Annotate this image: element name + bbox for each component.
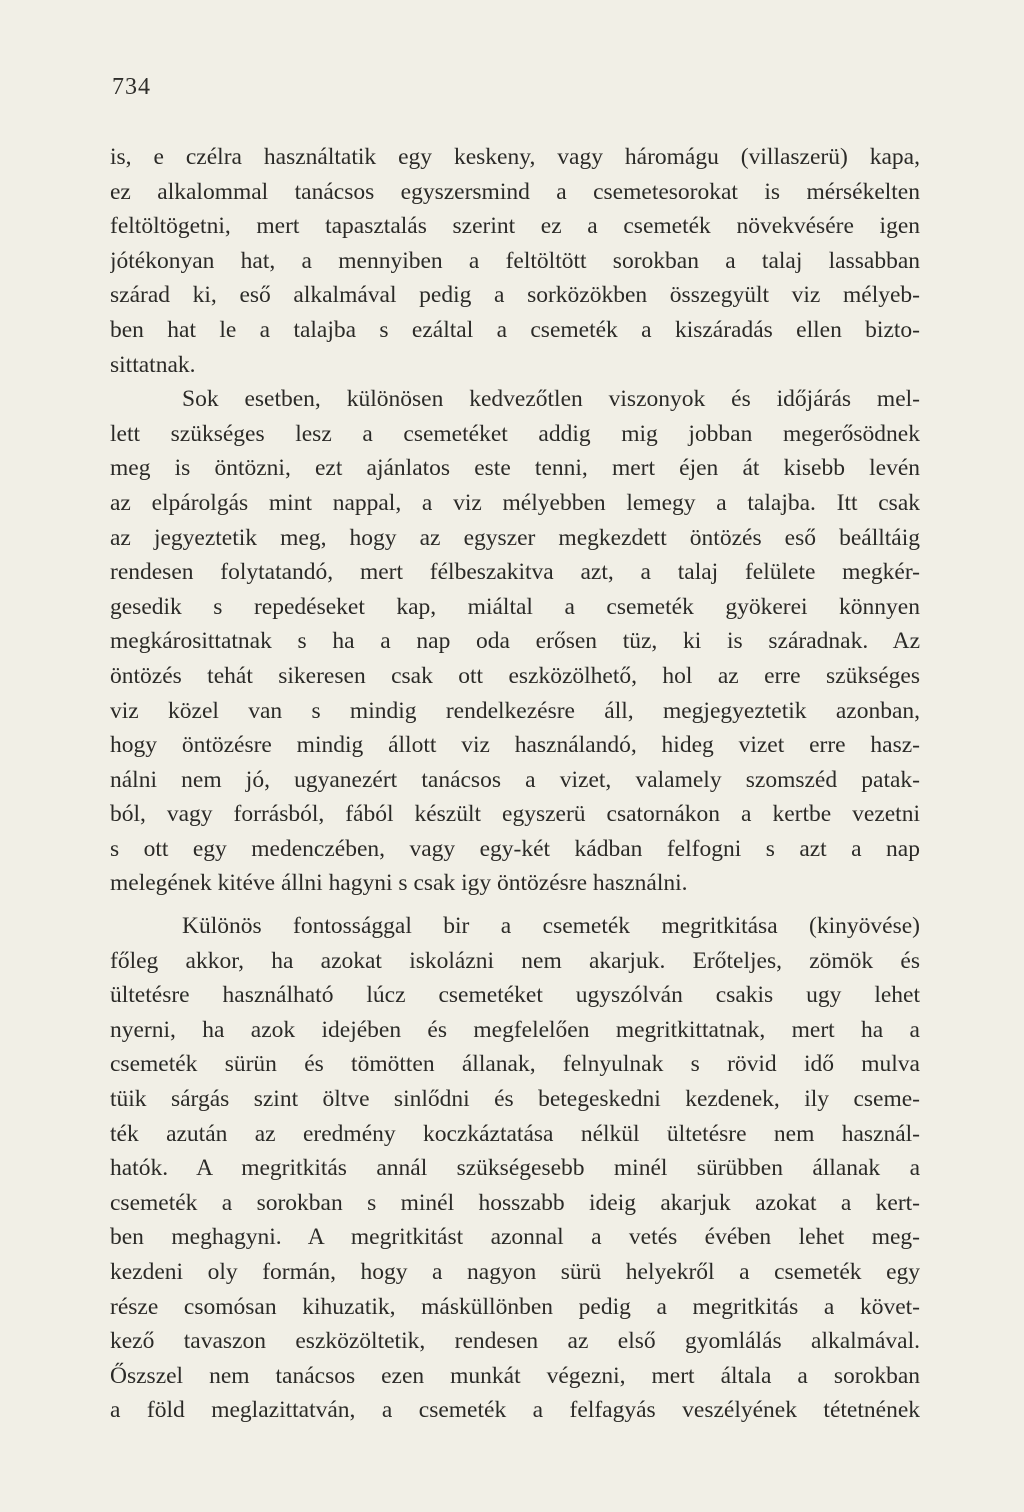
text-line: öntözés tehát sikeresen csak ott eszközölhető, hol az erre szükséges [110,662,920,689]
text-line: melegének kitéve állni hagyni s csak igy öntözésre használni. [110,870,688,897]
text-line: jótékonyan hat, a mennyiben a feltöltött sorokban a talaj lassabban [110,247,920,274]
text-line: viz közel van s mindig rendelkezésre áll, megjegyeztetik azonban, [110,697,920,724]
text-line: Különös fontossággal bir a csemeték megritkitása (kinyövése) [182,913,920,940]
text-line: az jegyeztetik meg, hogy az egyszer megkezdett öntözés eső beálltáig [110,524,920,551]
text-line: hogy öntözésre mindig állott viz használandó, hideg vizet erre hasz- [110,732,920,759]
paragraph-spacer [110,901,920,909]
text-line: kező tavaszon eszközöltetik, rendesen az első gyomlálás alkalmával. [110,1328,920,1355]
text-line: kezdeni oly formán, hogy a nagyon sürü helyekről a csemeték egy [110,1259,920,1285]
text-line: tüik sárgás szint öltve sinlődni és betegeskedni kezdenek, ily cseme- [110,1086,920,1113]
text-line: ból, vagy forrásból, fából készült egyszerü csatornákon a kertbe vezetni [110,801,920,828]
text-line: nyerni, ha azok idejében és megfelelően megritkittatnak, mert ha a [110,1016,920,1043]
text-line: rendesen folytatandó, mert félbeszakitva azt, a talaj felülete megkér- [110,559,920,586]
text-line: Őszszel nem tanácsos ezen munkát végezni, mert általa a sorokban [110,1362,920,1389]
text-line: ültetésre használható lúcz csemetéket ugyszólván csakis ugy lehet [110,982,920,1009]
paragraph-2 [110,382,920,901]
body-text [110,140,920,1428]
text-line: ben meghagyni. A megritkitást azonnal a vetés évében lehet meg- [110,1224,920,1251]
text-line: megkárosittatnak s ha a nap oda erősen tüz, ki is száradnak. Az [110,628,920,655]
text-line: főleg akkor, ha azokat iskolázni nem akarjuk. Erőteljes, zömök és [110,947,920,974]
paragraph-3 [110,909,920,1428]
text-line: csemeték a sorokban s minél hosszabb ideig akarjuk azokat a kert- [110,1189,920,1216]
text-line: Sok esetben, különösen kedvezőtlen viszonyok és időjárás mel- [182,386,920,413]
text-line: lett szükséges lesz a csemetéket addig mig jobban megerősödnek [110,420,920,447]
text-line: feltöltögetni, mert tapasztalás szerint ez a csemeték növekvésére igen [110,213,920,240]
text-line: sittatnak. [110,351,196,378]
text-line: ték azután az eredmény koczkáztatása nélkül ültetésre nem használ- [110,1120,920,1147]
paragraph-1 [110,140,920,382]
text-line: s ott egy medenczében, vagy egy-két kádban felfogni s azt a nap [110,835,920,862]
text-line: csemeték sürün és tömötten állanak, felnyulnak s rövid idő mulva [110,1051,920,1078]
page-number: 734 [112,74,151,100]
text-line: nálni nem jó, ugyanezért tanácsos a vizet, valamely szomszéd patak- [110,766,920,793]
text-line: is, e czélra használtatik egy keskeny, vagy háromágu (villaszerü) kapa, [110,144,920,170]
text-line: ben hat le a talajba s ezáltal a csemeték a kiszáradás ellen bizto- [110,316,920,343]
text-line: ez alkalommal tanácsos egyszersmind a csemetesorokat is mérsékelten [110,178,920,205]
text-line: az elpárolgás mint nappal, a viz mélyebben lemegy a talajba. Itt csak [110,489,920,516]
text-line: hatók. A megritkitás annál szükségesebb minél sürübben állanak a [110,1155,920,1182]
text-line: szárad ki, eső alkalmával pedig a sorközökben összegyült viz mélyeb- [110,282,920,309]
text-line: gesedik s repedéseket kap, miáltal a csemeték gyökerei könnyen [110,593,920,620]
text-line: a föld meglazittatván, a csemeték a felfagyás veszélyének tétetnének [110,1397,920,1424]
text-line: része csomósan kihuzatik, másküllönben pedig a megritkitás a követ- [110,1293,920,1320]
text-line: meg is öntözni, ezt ajánlatos este tenni, mert éjen át kisebb levén [110,455,920,482]
